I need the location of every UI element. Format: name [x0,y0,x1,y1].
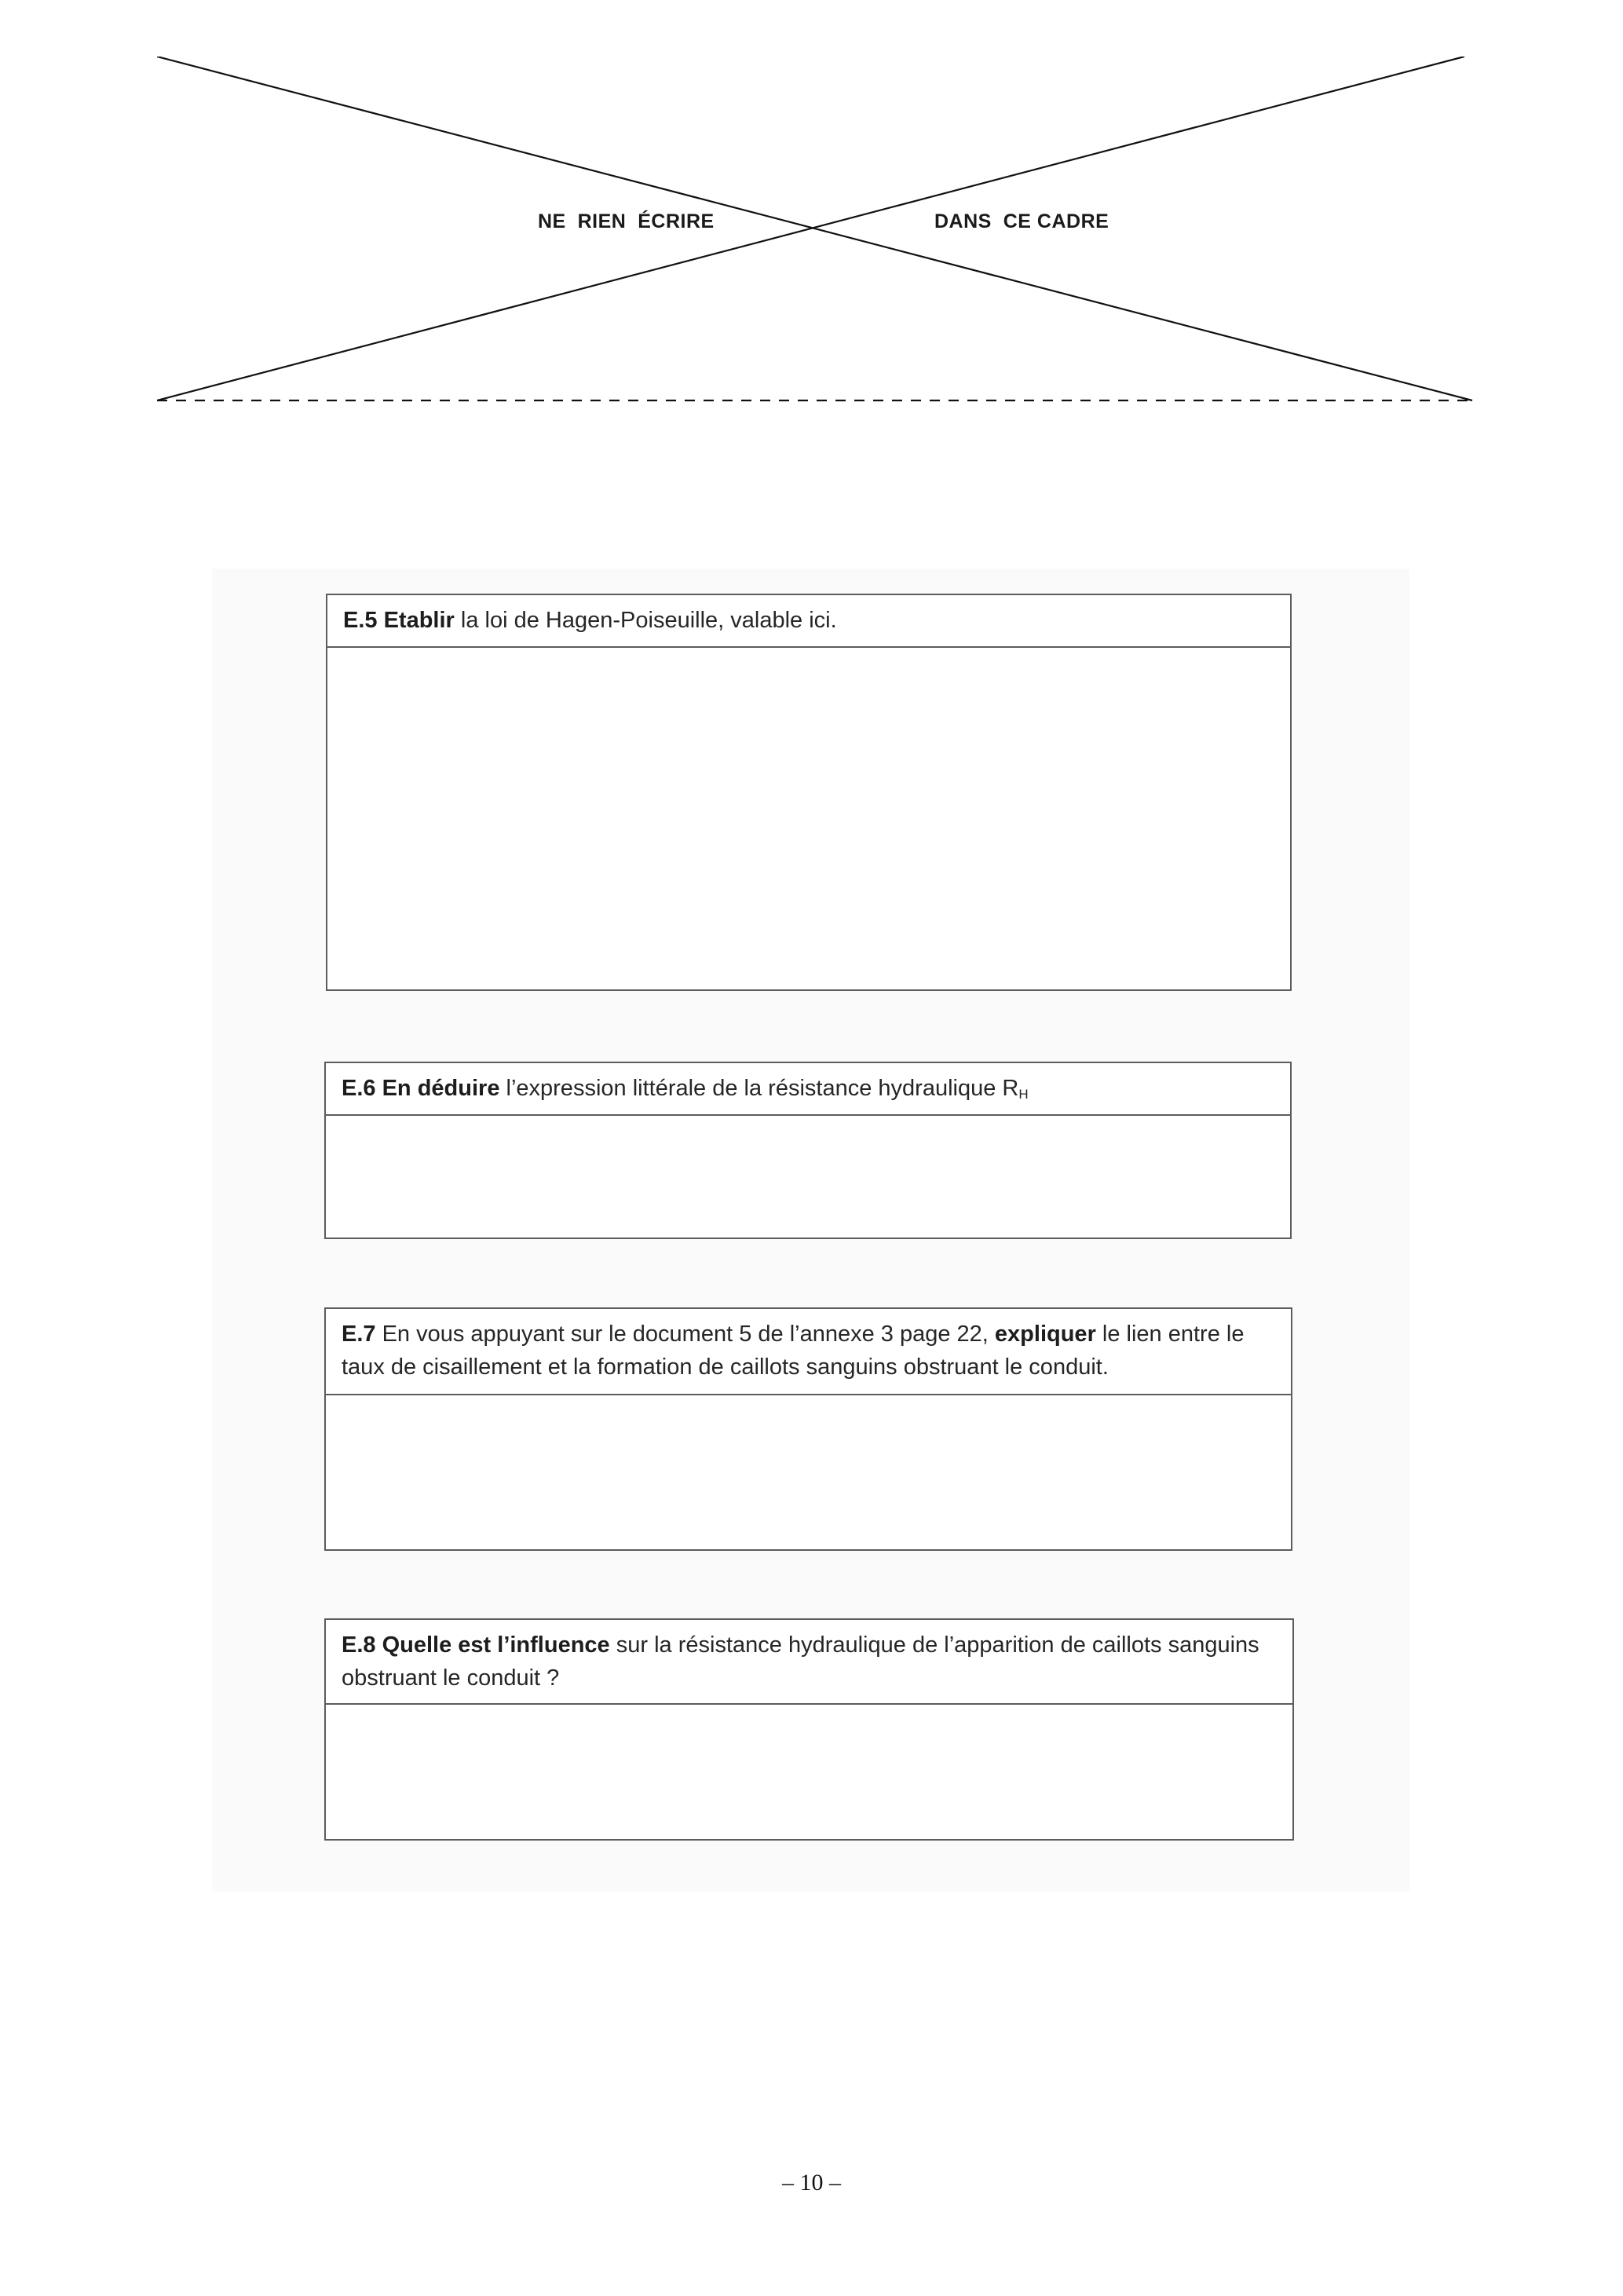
question-e8-verb: Quelle est l’influence [382,1632,610,1658]
no-write-zone [157,57,1476,402]
question-e6-prompt [326,1063,1290,1116]
question-e5-text: la loi de Hagen-Poiseuille, valable ici. [454,608,837,633]
question-e7-id: E.7 [342,1322,376,1347]
question-e7-text-after: le lien entre le taux de cisaillement et la formation de caillots sanguins obstruant le conduit. [342,1322,1245,1380]
question-box-e6 [324,1062,1292,1239]
question-box-e8 [324,1618,1294,1841]
question-e8-id: E.8 [342,1632,376,1658]
no-write-label-right: DANS CE CADRE [934,210,1109,232]
question-e8-text: sur la résistance hydraulique de l’apparition de caillots sanguins obstruant le conduit ? [342,1632,1259,1691]
cross-lines [157,57,1476,402]
question-e8-prompt [326,1620,1292,1705]
question-e7-text-before: En vous appuyant sur le document 5 de l’annexe 3 page 22, [375,1322,995,1347]
no-write-label-left: NE RIEN ÉCRIRE [538,210,715,232]
question-e5-id: E.5 [343,608,378,633]
question-box-e7 [324,1307,1292,1551]
question-e6-subscript: H [1018,1087,1029,1102]
question-e6-verb: En déduire [382,1076,500,1101]
question-e6-id: E.6 [342,1076,376,1101]
question-e6-text: l’expression littérale de la résistance hydraulique R [499,1076,1019,1101]
question-e5-prompt [327,595,1290,648]
page-number: – 10 – [782,2170,841,2195]
question-e5-verb: Etablir [383,608,455,633]
question-box-e5 [326,594,1292,991]
question-e7-prompt [326,1309,1291,1395]
question-e7-verb: expliquer [994,1322,1096,1347]
